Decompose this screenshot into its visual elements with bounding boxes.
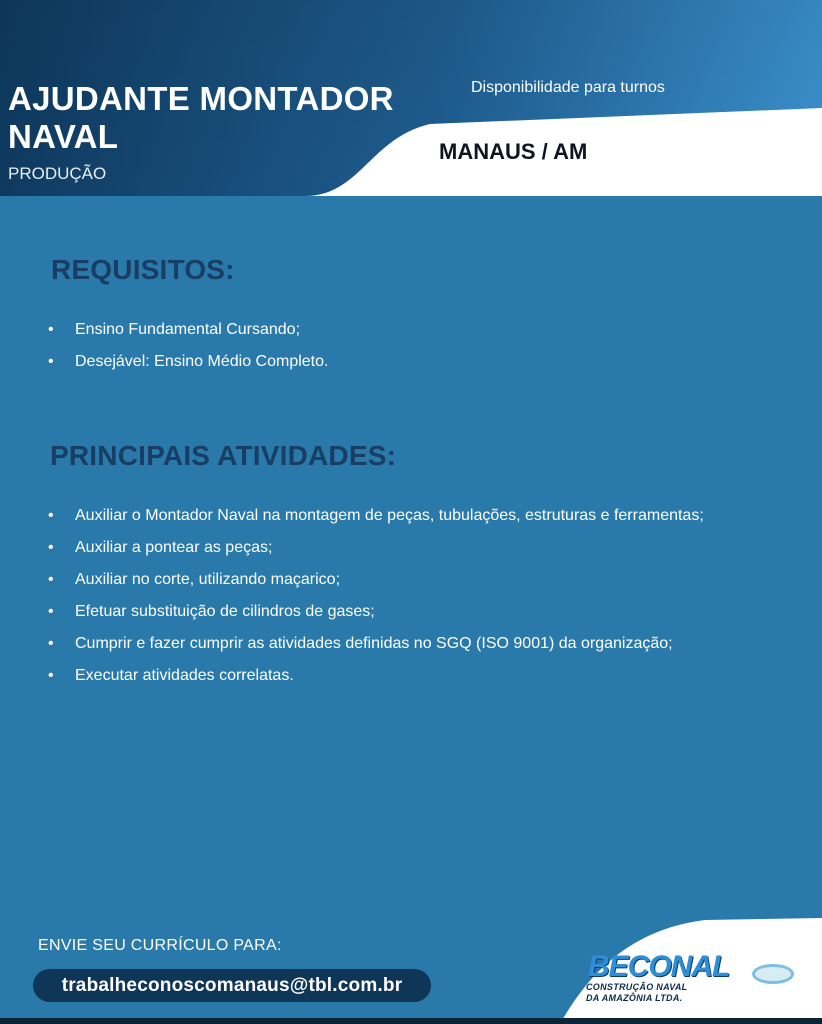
email-address-link[interactable]: trabalheconoscomanaus@tbl.com.br [33,969,431,1002]
list-item: • Cumprir e fazer cumprir as atividades definidas no SGQ (ISO 9001) da organização; [48,628,708,660]
list-item: • Auxiliar o Montador Naval na montagem de peças, tubulações, estruturas e ferramentas; [48,500,708,532]
job-title: AJUDANTE MONTADOR NAVAL [8,80,394,155]
logo-ring-icon [752,964,794,984]
activities-heading: PRINCIPAIS ATIVIDADES: [50,440,397,471]
requirements-heading: REQUISITOS: [51,254,235,285]
list-item: • Auxiliar no corte, utilizando maçarico; [48,564,708,596]
list-item: • Auxiliar a pontear as peças; [48,532,708,564]
department-label: PRODUÇÃO [8,164,107,183]
shift-availability-note: Disponibilidade para turnos [471,79,665,96]
list-item: • Efetuar substituição de cilindros de gases; [48,596,708,628]
list-item: • Desejável: Ensino Médio Completo. [48,346,748,378]
requirements-list [48,314,748,378]
list-item: • Ensino Fundamental Cursando; [48,314,748,346]
list-item: • Executar atividades correlatas. [48,660,708,692]
logo-subtitle-line1: CONSTRUÇÃO NAVAL [586,982,688,992]
logo-wordmark: BECONAL [588,950,730,983]
logo-subtitle-line2: DA AMAZÔNIA LTDA. [586,993,683,1003]
job-location: MANAUS / AM [439,139,588,164]
send-cv-label: ENVIE SEU CURRÍCULO PARA: [38,937,282,954]
company-logo [582,948,792,1008]
activities-list [48,500,708,692]
